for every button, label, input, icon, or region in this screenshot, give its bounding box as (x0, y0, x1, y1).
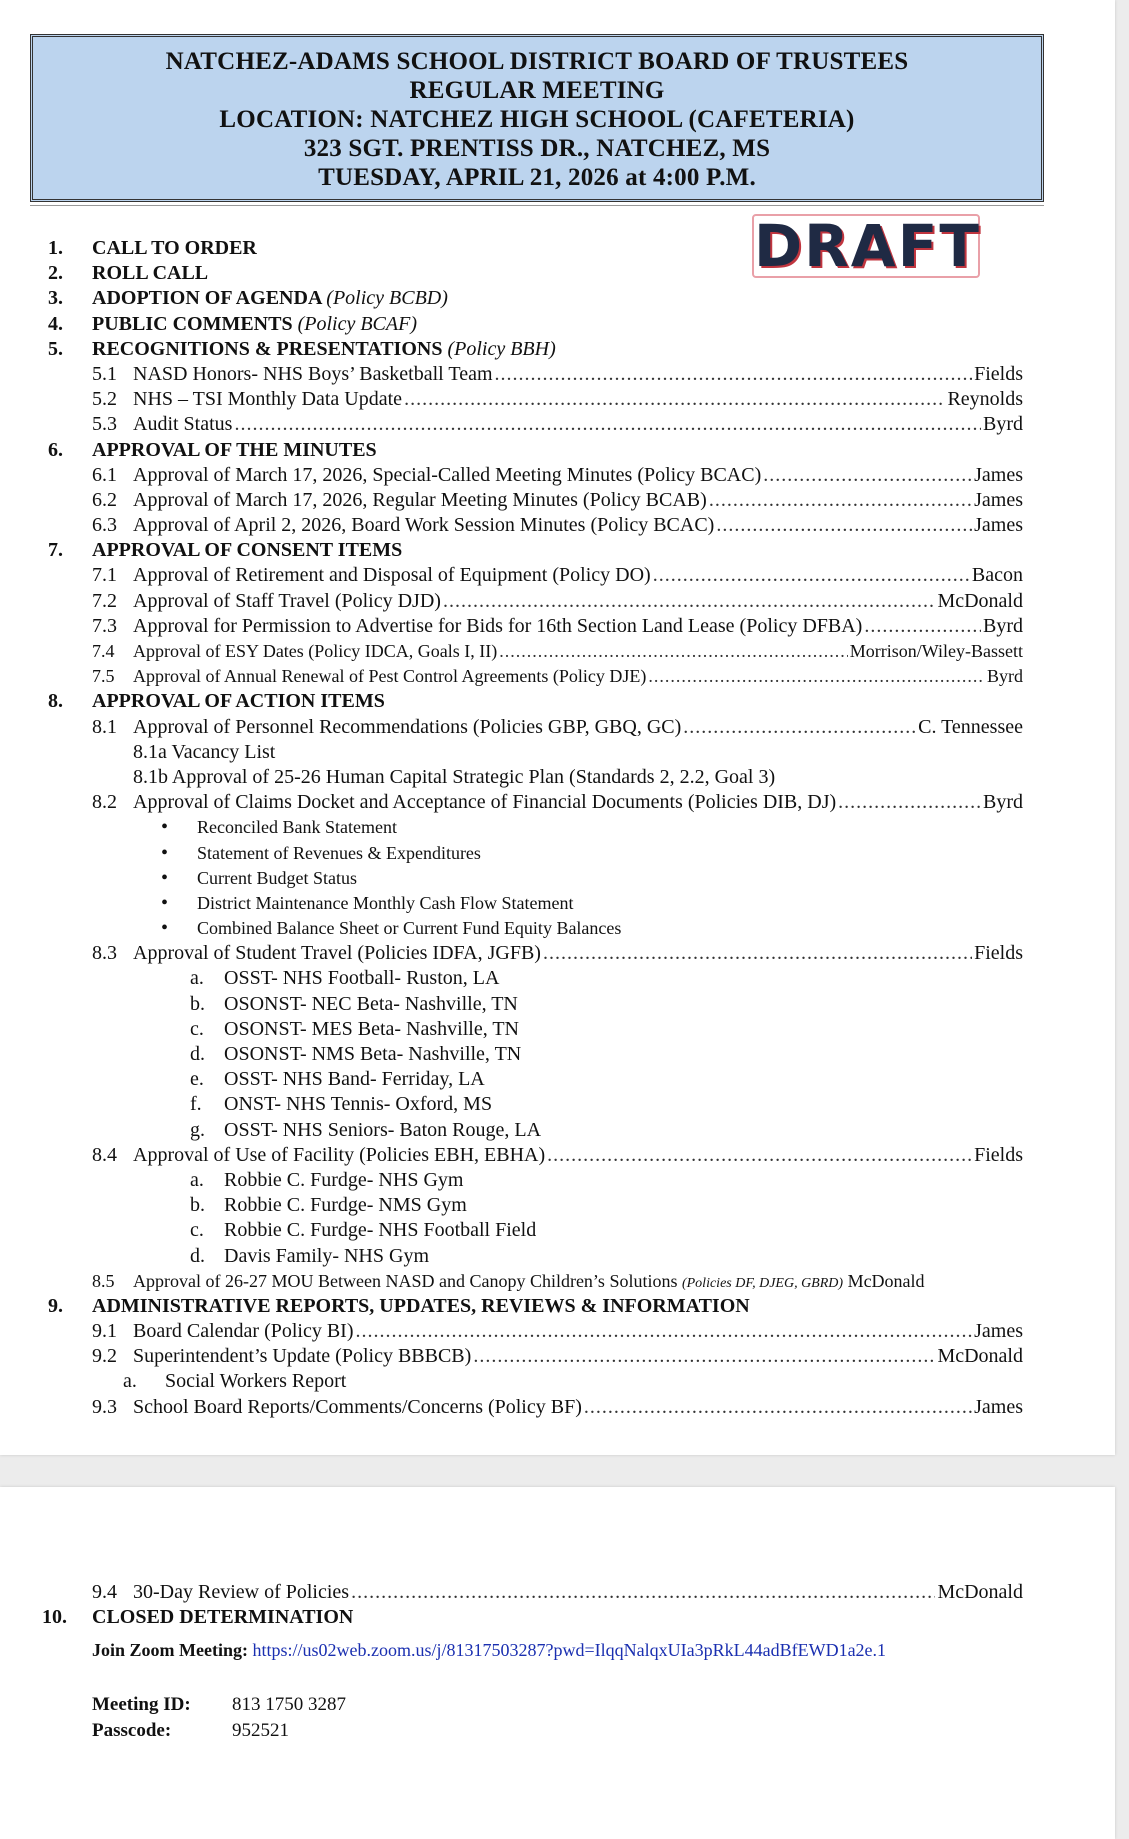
presenter: James (974, 1320, 1023, 1343)
sub-item-text: Approval of Claims Docket and Acceptance of Financial Documents (Policies DIB, DJ) (133, 791, 837, 814)
item-number: 6. (48, 438, 63, 461)
sub-item (0, 513, 1115, 538)
sub-item-text: Approval of Staff Travel (Policy DJD) (133, 589, 441, 612)
item-policy: (Policy BBH) (447, 337, 556, 360)
sub-item-code: 6.3 (92, 514, 117, 537)
lettered-item (0, 1017, 1115, 1042)
lettered-text: OSONST- MES Beta- Nashville, TN (224, 1017, 519, 1040)
letter: a. (190, 967, 204, 990)
leader-dots (763, 463, 972, 488)
header-line-1: NATCHEZ-ADAMS SCHOOL DISTRICT BOARD OF TRUSTEES (165, 48, 909, 75)
item-title: CLOSED DETERMINATION (92, 1606, 354, 1629)
item-number: 1. (48, 237, 63, 259)
sub-item (0, 1344, 1115, 1369)
sub-item-text: NHS – TSI Monthly Data Update (133, 388, 403, 411)
sub-item (0, 488, 1115, 513)
sub-item-text: Superintendent’s Update (Policy BBBCB) (133, 1345, 472, 1368)
sub-item-text: Audit Status (133, 413, 233, 436)
leader-dots (683, 715, 916, 740)
item-policy: (Policies DF, DJEG, GBRD) (681, 1275, 844, 1291)
passcode-row (92, 1720, 289, 1742)
agenda-item (0, 689, 1115, 714)
agenda-item (0, 261, 1115, 286)
agenda-item (0, 438, 1115, 463)
agenda-item (0, 337, 1115, 362)
header-line-2: REGULAR MEETING (409, 77, 665, 104)
sub-item-code: 5.2 (92, 388, 117, 411)
item-title: ADOPTION OF AGENDA (Policy BCBD) (92, 287, 448, 310)
leader-dots (499, 639, 847, 664)
sub-sub-item (0, 765, 1115, 790)
item-number: 3. (48, 287, 63, 310)
presenter: C. Tennessee (918, 715, 1023, 738)
sub-item (0, 1580, 1115, 1630)
item-title: APPROVAL OF THE MINUTES (92, 438, 377, 461)
lettered-item (0, 1193, 1115, 1218)
agenda-item (0, 312, 1115, 337)
item-number: 7. (48, 539, 63, 562)
header-line-4: 323 SGT. PRENTISS DR., NATCHEZ, MS (303, 135, 771, 162)
bullet-text: Current Budget Status (197, 867, 357, 888)
letter: c. (190, 1017, 204, 1040)
sub-item (0, 362, 1115, 387)
sub-item (0, 1395, 1115, 1420)
sub-item (0, 790, 1115, 815)
leader-dots (356, 1319, 973, 1344)
zoom-label: Join Zoom Meeting: (92, 1640, 248, 1660)
bullet-item (0, 866, 1115, 891)
presenter: James (974, 463, 1023, 486)
item-title: APPROVAL OF ACTION ITEMS (92, 690, 385, 713)
sub-item (0, 1319, 1115, 1344)
item-number: 4. (48, 312, 63, 335)
sub-item-code: 9.1 (92, 1320, 117, 1343)
sub-item (0, 412, 1115, 437)
lettered-text: Robbie C. Furdge- NHS Gym (224, 1168, 464, 1191)
bullet-text: Reconciled Bank Statement (197, 817, 397, 838)
sub-item-text: Board Calendar (Policy BI) (133, 1320, 354, 1343)
agenda-item (0, 236, 1115, 261)
bullet-item (0, 841, 1115, 866)
meeting-id-label: Meeting ID: (92, 1694, 191, 1715)
sub-item-code: 7.2 (92, 589, 117, 612)
meeting-id-row (92, 1694, 346, 1716)
presenter: James (974, 488, 1023, 511)
lettered-item (0, 1218, 1115, 1243)
presenter: Byrd (983, 791, 1023, 814)
item-title: ROLL CALL (92, 262, 209, 285)
sub-item-code: 7.3 (92, 614, 117, 637)
letter: f. (190, 1093, 202, 1116)
leader-dots (838, 790, 981, 815)
lettered-text: OSONST- NMS Beta- Nashville, TN (224, 1043, 522, 1065)
sub-item-text: Approval of March 17, 2026, Special-Called Meeting Minutes (Policy BCAC) (133, 463, 762, 486)
sub-item-code: 6.1 (92, 463, 117, 486)
lettered-item (0, 1244, 1115, 1269)
lettered-text: OSONST- NEC Beta- Nashville, TN (224, 992, 518, 1015)
item-title: PUBLIC COMMENTS (Policy BCAF) (92, 312, 417, 335)
draft-stamp: DRAFT (754, 212, 981, 280)
item-title: RECOGNITIONS & PRESENTATIONS (Policy BBH) (92, 337, 556, 360)
zoom-meeting (92, 1640, 886, 1661)
lettered-text: OSST- NHS Seniors- Baton Rouge, LA (224, 1118, 542, 1141)
lettered-text: Robbie C. Furdge- NHS Football Field (224, 1219, 537, 1242)
presenter: Fields (974, 362, 1023, 385)
sub-item-text: Approval of Annual Renewal of Pest Control Agreements (Policy DJE) (133, 666, 647, 687)
sub-item (0, 1269, 1115, 1294)
lettered-text: OSST- NHS Band- Ferriday, LA (224, 1068, 485, 1091)
sub-item (0, 614, 1115, 639)
sub-item-code: 9.2 (92, 1345, 117, 1368)
sub-item-code: 5.3 (92, 413, 117, 436)
agenda-item (0, 286, 1115, 311)
sub-item-code: 8.4 (92, 1143, 117, 1166)
presenter: Byrd (983, 413, 1023, 436)
letter: a. (190, 1168, 204, 1191)
zoom-link[interactable]: https://us02web.zoom.us/j/81317503287?pwd=IlqqNalqxUIa3pRkL44adBfEWD1a2e.1 (252, 1640, 887, 1660)
presenter: Bacon (971, 564, 1023, 587)
bullet-text: Statement of Revenues & Expenditures (197, 842, 481, 863)
item-policy: (Policy BCBD) (326, 287, 448, 310)
presenter: Morrison/Wiley-Bassett (849, 641, 1023, 661)
sub-item (0, 639, 1115, 664)
lettered-text: ONST- NHS Tennis- Oxford, MS (224, 1093, 493, 1116)
letter: b. (190, 1194, 205, 1217)
header-line-5: TUESDAY, APRIL 21, 2026 at 4:00 P.M. (318, 164, 756, 191)
sub-item-code: 7.5 (92, 666, 115, 687)
sub-item-code: 9.4 (92, 1581, 117, 1603)
agenda-list (0, 236, 1115, 1420)
sub-item-code: 8.5 (92, 1270, 115, 1291)
lettered-item (0, 1042, 1115, 1067)
sub-sub-item-text: 8.1a Vacancy List (133, 740, 276, 763)
header-divider (30, 205, 1044, 206)
sub-item (0, 941, 1115, 966)
lettered-text: Robbie C. Furdge- NMS Gym (224, 1194, 467, 1217)
sub-item-code: 7.4 (92, 641, 115, 661)
sub-item-text: Approval of 26-27 MOU Between NASD and Canopy Children’s Solutions (Policies DF, DJEG, GBRD) McDonald (133, 1270, 925, 1291)
bullet-text: District Maintenance Monthly Cash Flow Statement (197, 892, 574, 913)
leader-dots (648, 664, 985, 689)
lettered-item (0, 1067, 1115, 1092)
letter: b. (190, 992, 205, 1015)
leader-dots (864, 614, 981, 639)
leader-dots (584, 1395, 972, 1420)
sub-item-code: 7.1 (92, 564, 117, 587)
sub-item (0, 463, 1115, 488)
letter: e. (190, 1068, 204, 1091)
lettered-item (0, 1168, 1115, 1193)
leader-dots (716, 513, 972, 538)
lettered-item (0, 966, 1115, 991)
leader-dots (495, 362, 973, 387)
item-number: 10. (42, 1606, 67, 1629)
header-line-3: LOCATION: NATCHEZ HIGH SCHOOL (CAFETERIA) (219, 106, 855, 133)
item-number: 2. (48, 262, 63, 285)
letter: g. (190, 1118, 205, 1141)
bullet-item (0, 891, 1115, 916)
bullet-item (0, 815, 1115, 840)
sub-item (0, 563, 1115, 588)
presenter: Byrd (987, 666, 1023, 687)
lettered-item (0, 1118, 1115, 1143)
sub-item-text: Approval of Personnel Recommendations (Policies GBP, GBQ, GC) (133, 715, 682, 738)
lettered-item (0, 992, 1115, 1017)
sub-item-text: 30-Day Review of Policies (133, 1581, 350, 1603)
agenda-item (0, 1605, 1115, 1630)
leader-dots (653, 563, 970, 588)
sub-item-text: Approval of ESY Dates (Policy IDCA, Goals I, II) (133, 641, 498, 661)
letter: a. (123, 1370, 137, 1393)
lettered-item (0, 1092, 1115, 1117)
sub-sub-item-text: 8.1b Approval of 25-26 Human Capital Strategic Plan (Standards 2, 2.2, Goal 3) (133, 765, 776, 788)
sub-item (0, 589, 1115, 614)
item-title: ADMINISTRATIVE REPORTS, UPDATES, REVIEWS & INFORMATION (92, 1294, 750, 1317)
lettered-item (0, 1369, 1115, 1394)
item-number: 8. (48, 690, 63, 713)
leader-dots (547, 1143, 972, 1168)
presenter: Reynolds (947, 388, 1023, 411)
presenter: McDonald (937, 1345, 1023, 1368)
sub-item-text: NASD Honors- NHS Boys’ Basketball Team (133, 362, 493, 385)
sub-item-code: 8.2 (92, 791, 117, 814)
presenter: McDonald (847, 1270, 925, 1291)
lettered-text: OSST- NHS Football- Ruston, LA (224, 967, 500, 990)
leader-dots (443, 589, 936, 614)
sub-item (0, 1143, 1115, 1168)
letter: c. (190, 1219, 204, 1242)
sub-item-text: Approval of April 2, 2026, Board Work Session Minutes (Policy BCAC) (133, 514, 715, 537)
sub-item-code: 8.1 (92, 715, 117, 738)
item-number: 9. (48, 1294, 63, 1317)
sub-item-text: Approval of March 17, 2026, Regular Meeting Minutes (Policy BCAB) (133, 488, 707, 511)
item-policy: (Policy BCAF) (297, 312, 417, 335)
agenda-page-2 (0, 1487, 1115, 1839)
sub-item-text: Approval of Use of Facility (Policies EBH, EBHA) (133, 1143, 546, 1166)
sub-item (0, 664, 1115, 689)
bullet-text: Combined Balance Sheet or Current Fund Equity Balances (197, 918, 622, 939)
sub-item-text: Approval of Student Travel (Policies IDFA, JGFB) (133, 942, 541, 965)
sub-item-text: Approval of Retirement and Disposal of Equipment (Policy DO) (133, 564, 651, 587)
leader-dots (404, 387, 945, 412)
sub-item (0, 387, 1115, 412)
letter: d. (190, 1043, 205, 1065)
presenter: Byrd (983, 614, 1023, 637)
passcode: 952521 (232, 1720, 289, 1741)
item-title: CALL TO ORDER (92, 237, 257, 259)
letter: d. (190, 1244, 205, 1267)
agenda-item (0, 538, 1115, 563)
meeting-header (30, 34, 1044, 202)
bullet-item (0, 916, 1115, 941)
sub-item-code: 9.3 (92, 1395, 117, 1418)
sub-item-text: Approval for Permission to Advertise for Bids for 16th Section Land Lease (Policy DFBA) (133, 614, 863, 637)
presenter: McDonald (937, 589, 1023, 612)
item-number: 5. (48, 337, 63, 360)
presenter: James (974, 1395, 1023, 1418)
presenter: James (974, 514, 1023, 537)
presenter: Fields (974, 1143, 1023, 1166)
lettered-text: Social Workers Report (165, 1370, 347, 1393)
sub-sub-item (0, 740, 1115, 765)
sub-item-text: School Board Reports/Comments/Concerns (Policy BF) (133, 1395, 582, 1418)
sub-item-code: 8.3 (92, 942, 117, 965)
passcode-label: Passcode: (92, 1720, 172, 1741)
item-title: APPROVAL OF CONSENT ITEMS (92, 539, 403, 562)
lettered-text: Davis Family- NHS Gym (224, 1244, 429, 1267)
sub-item-code: 6.2 (92, 488, 117, 511)
leader-dots (473, 1344, 935, 1369)
leader-dots (709, 488, 972, 513)
meeting-id: 813 1750 3287 (232, 1694, 346, 1715)
presenter: McDonald (937, 1581, 1023, 1603)
sub-item-code: 5.1 (92, 362, 117, 385)
sub-item (0, 715, 1115, 740)
leader-dots (351, 1580, 935, 1605)
leader-dots (234, 412, 981, 437)
agenda-item (0, 1294, 1115, 1319)
leader-dots (543, 941, 972, 966)
presenter: Fields (974, 942, 1023, 965)
